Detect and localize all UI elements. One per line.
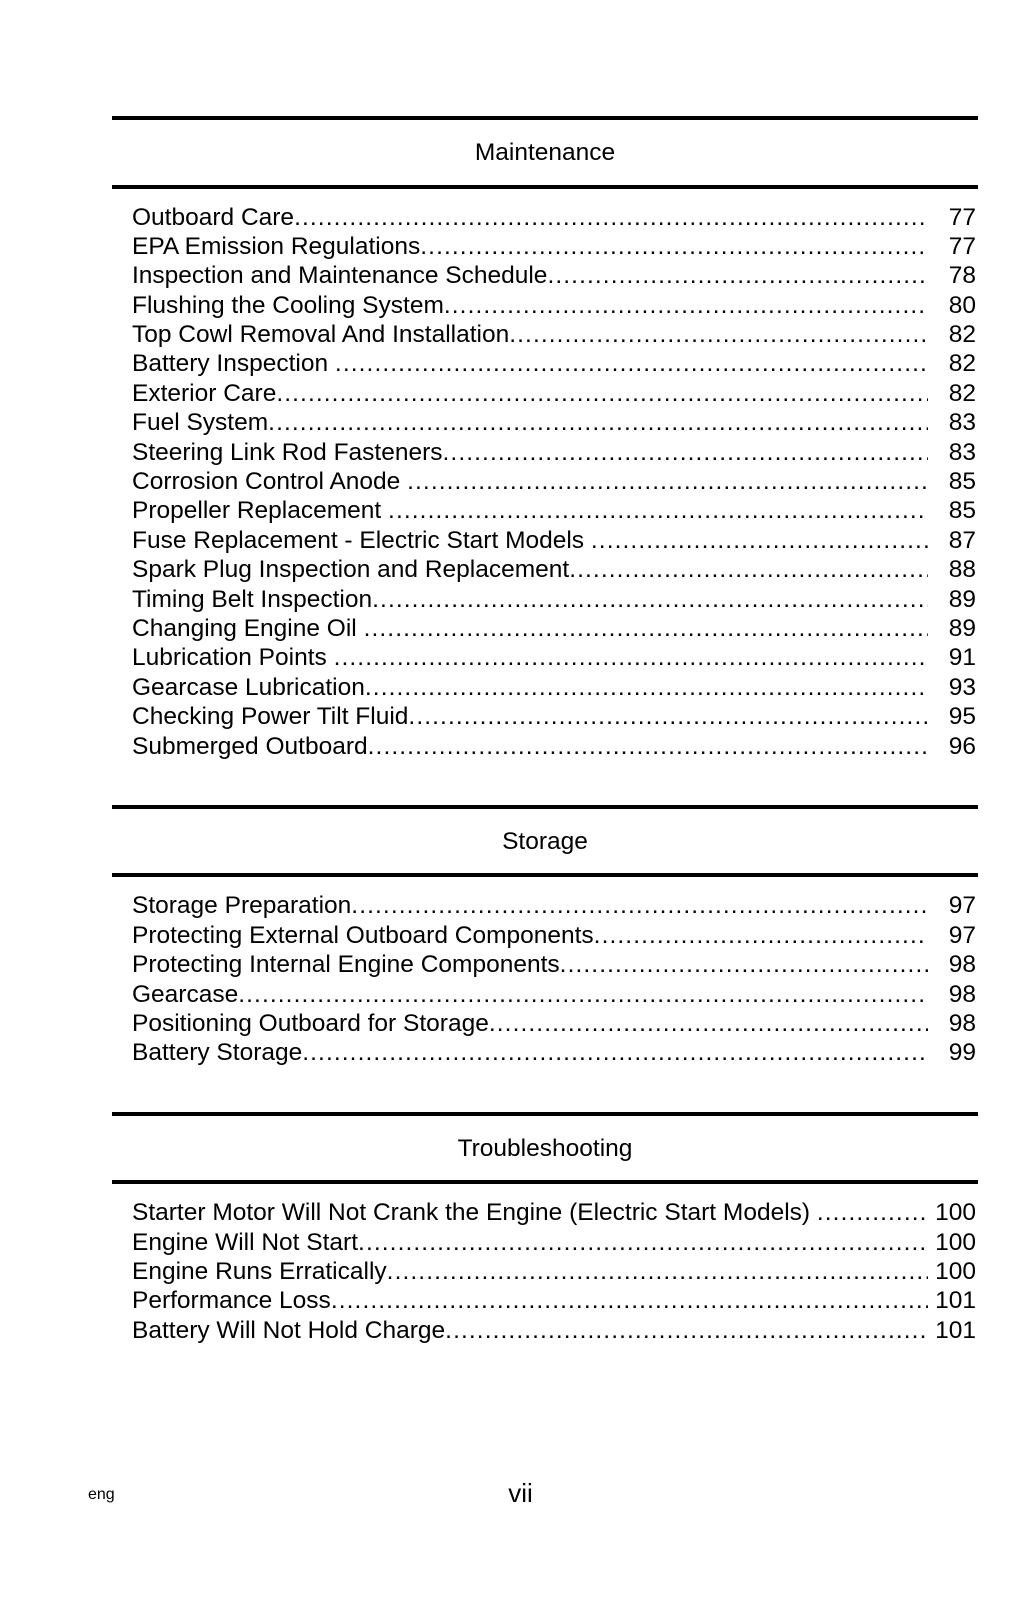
toc-entry-page-number: 95	[948, 703, 976, 731]
toc-entry[interactable]	[132, 614, 976, 643]
toc-entry-page-number: 87	[948, 526, 976, 554]
dot-leader	[408, 702, 928, 731]
dot-leader	[294, 203, 928, 232]
dot-leader	[420, 232, 928, 261]
toc-entry[interactable]	[132, 320, 976, 349]
toc-entry-page-number: 82	[948, 350, 976, 378]
dot-leader	[594, 921, 928, 950]
dot-leader	[569, 555, 928, 584]
dot-leader	[331, 1286, 928, 1315]
toc-entry[interactable]	[132, 1228, 976, 1257]
toc-entry[interactable]	[132, 1316, 976, 1345]
toc-entry[interactable]	[132, 1038, 976, 1067]
toc-entry-label: Engine Runs Erratically	[132, 1258, 387, 1286]
dot-leader	[407, 467, 928, 496]
toc-entry-page-number: 100	[935, 1228, 976, 1256]
toc-entry-page-number: 85	[948, 468, 976, 496]
toc-entry-label: Submerged Outboard	[132, 732, 368, 760]
toc-entry[interactable]	[132, 1286, 976, 1315]
toc-entry-label: Corrosion Control Anode	[132, 468, 401, 496]
toc-content	[112, 116, 978, 1345]
toc-entry-label: Lubrication Points	[132, 644, 327, 672]
dot-leader	[334, 643, 928, 672]
toc-entry-page-number: 85	[948, 497, 976, 525]
footer-page-number: vii	[508, 1478, 533, 1508]
toc-entry-label: Changing Engine Oil	[132, 614, 357, 642]
toc-entry-page-number: 77	[948, 203, 976, 231]
toc-entry-label: Protecting Internal Engine Components	[132, 951, 560, 979]
dot-leader	[388, 496, 928, 525]
dot-leader	[368, 732, 928, 761]
toc-entry-label: Propeller Replacement	[132, 497, 382, 525]
toc-entry-label: Performance Loss	[132, 1287, 331, 1315]
section-header	[112, 116, 978, 189]
dot-leader	[591, 526, 928, 555]
toc-entry-label: Storage Preparation	[132, 892, 352, 920]
toc-entry[interactable]	[132, 980, 976, 1009]
toc-entry-page-number: 93	[948, 673, 976, 701]
toc-entry-label: Steering Link Rod Fasteners	[132, 438, 443, 466]
toc-entry-page-number: 99	[948, 1039, 976, 1067]
toc-entry[interactable]	[132, 921, 976, 950]
toc-entry[interactable]	[132, 408, 976, 437]
toc-entry[interactable]	[132, 950, 976, 979]
toc-entry[interactable]	[132, 349, 976, 378]
section-header	[112, 805, 978, 878]
toc-entry-page-number: 82	[948, 321, 976, 349]
page-footer	[0, 1478, 1035, 1518]
dot-leader	[444, 291, 928, 320]
toc-entry[interactable]	[132, 673, 976, 702]
dot-leader	[302, 1038, 928, 1067]
toc-entry[interactable]	[132, 526, 976, 555]
toc-entry[interactable]	[132, 732, 976, 761]
toc-entry-list	[112, 189, 978, 761]
dot-leader	[365, 673, 928, 702]
toc-entry-label: Battery Inspection	[132, 350, 329, 378]
toc-entry-list	[112, 1184, 978, 1345]
toc-entry[interactable]	[132, 467, 976, 496]
dot-leader	[443, 438, 929, 467]
toc-entry-label: Gearcase Lubrication	[132, 673, 365, 701]
toc-entry[interactable]	[132, 438, 976, 467]
dot-leader	[560, 950, 928, 979]
toc-entry-page-number: 98	[948, 980, 976, 1008]
dot-leader	[489, 1009, 928, 1038]
toc-entry-label: Flushing the Cooling System	[132, 291, 444, 319]
toc-entry-label: Inspection and Maintenance Schedule	[132, 262, 548, 290]
toc-entry-label: Gearcase	[132, 980, 239, 1008]
toc-entry-label: Battery Will Not Hold Charge	[132, 1316, 446, 1344]
dot-leader	[547, 261, 928, 290]
toc-entry[interactable]	[132, 585, 976, 614]
toc-entry-label: Exterior Care	[132, 379, 277, 407]
toc-entry-page-number: 101	[935, 1287, 976, 1315]
dot-leader	[445, 1316, 928, 1345]
toc-entry-label: Positioning Outboard for Storage	[132, 1009, 489, 1037]
toc-section	[112, 116, 978, 761]
toc-entry-label: Starter Motor Will Not Crank the Engine (Electric Start Models)	[132, 1199, 811, 1227]
toc-entry-label: EPA Emission Regulations	[132, 232, 421, 260]
toc-entry-page-number: 98	[948, 951, 976, 979]
toc-entry-page-number: 82	[948, 379, 976, 407]
footer-language-code: eng	[88, 1486, 115, 1503]
toc-entry-label: Outboard Care	[132, 203, 295, 231]
dot-leader	[387, 1257, 928, 1286]
toc-entry[interactable]	[132, 1257, 976, 1286]
dot-leader	[509, 320, 928, 349]
toc-entry-page-number: 83	[948, 438, 976, 466]
toc-entry[interactable]	[132, 1009, 976, 1038]
toc-entry[interactable]	[132, 555, 976, 584]
toc-entry-label: Spark Plug Inspection and Replacement	[132, 556, 570, 584]
toc-entry-page-number: 98	[948, 1009, 976, 1037]
toc-entry[interactable]	[132, 1198, 976, 1227]
dot-leader	[817, 1198, 928, 1227]
toc-entry-page-number: 101	[935, 1316, 976, 1344]
toc-entry[interactable]	[132, 203, 976, 232]
section-rule-bottom	[112, 1180, 978, 1184]
dot-leader	[372, 585, 928, 614]
toc-entry-page-number: 88	[948, 556, 976, 584]
section-title: Storage	[502, 827, 588, 855]
toc-entry[interactable]	[132, 702, 976, 731]
toc-entry-label: Fuel System	[132, 409, 269, 437]
toc-entry-page-number: 89	[948, 585, 976, 613]
toc-entry-label: Battery Storage	[132, 1039, 303, 1067]
dot-leader	[358, 1228, 928, 1257]
toc-section	[112, 1112, 978, 1345]
toc-entry-page-number: 89	[948, 614, 976, 642]
toc-entry-label: Fuse Replacement - Electric Start Models	[132, 526, 585, 554]
toc-entry-label: Timing Belt Inspection	[132, 585, 373, 613]
toc-entry[interactable]	[132, 379, 976, 408]
toc-entry[interactable]	[132, 643, 976, 672]
toc-entry-page-number: 77	[948, 232, 976, 260]
section-title: Maintenance	[474, 139, 616, 166]
toc-entry-label: Engine Will Not Start	[132, 1228, 359, 1256]
toc-entry-page-number: 80	[948, 291, 976, 319]
toc-entry[interactable]	[132, 261, 976, 290]
toc-entry-label: Top Cowl Removal And Installation	[132, 321, 510, 349]
dot-leader	[351, 891, 928, 920]
toc-entry-page-number: 78	[948, 262, 976, 290]
section-header	[112, 1112, 978, 1185]
section-rule-bottom	[112, 873, 978, 877]
toc-entry-page-number: 83	[948, 409, 976, 437]
toc-entry-page-number: 97	[948, 921, 976, 949]
toc-entry-label: Protecting External Outboard Components	[132, 921, 594, 949]
toc-entry-page-number: 100	[935, 1199, 976, 1227]
dot-leader	[238, 980, 928, 1009]
dot-leader	[364, 614, 928, 643]
toc-entry[interactable]	[132, 291, 976, 320]
dot-leader	[335, 349, 928, 378]
dot-leader	[276, 379, 928, 408]
dot-leader	[268, 408, 928, 437]
toc-section	[112, 805, 978, 1068]
toc-entry-list	[112, 877, 978, 1067]
toc-entry-page-number: 96	[948, 732, 976, 760]
section-title: Troubleshooting	[457, 1134, 633, 1162]
toc-entry-label: Checking Power Tilt Fluid	[132, 703, 409, 731]
toc-entry[interactable]	[132, 232, 976, 261]
section-rule-bottom	[112, 185, 978, 189]
toc-entry-page-number: 97	[948, 892, 976, 920]
toc-entry-page-number: 100	[935, 1258, 976, 1286]
toc-entry[interactable]	[132, 891, 976, 920]
toc-entry-page-number: 91	[948, 644, 976, 672]
toc-entry[interactable]	[132, 496, 976, 525]
